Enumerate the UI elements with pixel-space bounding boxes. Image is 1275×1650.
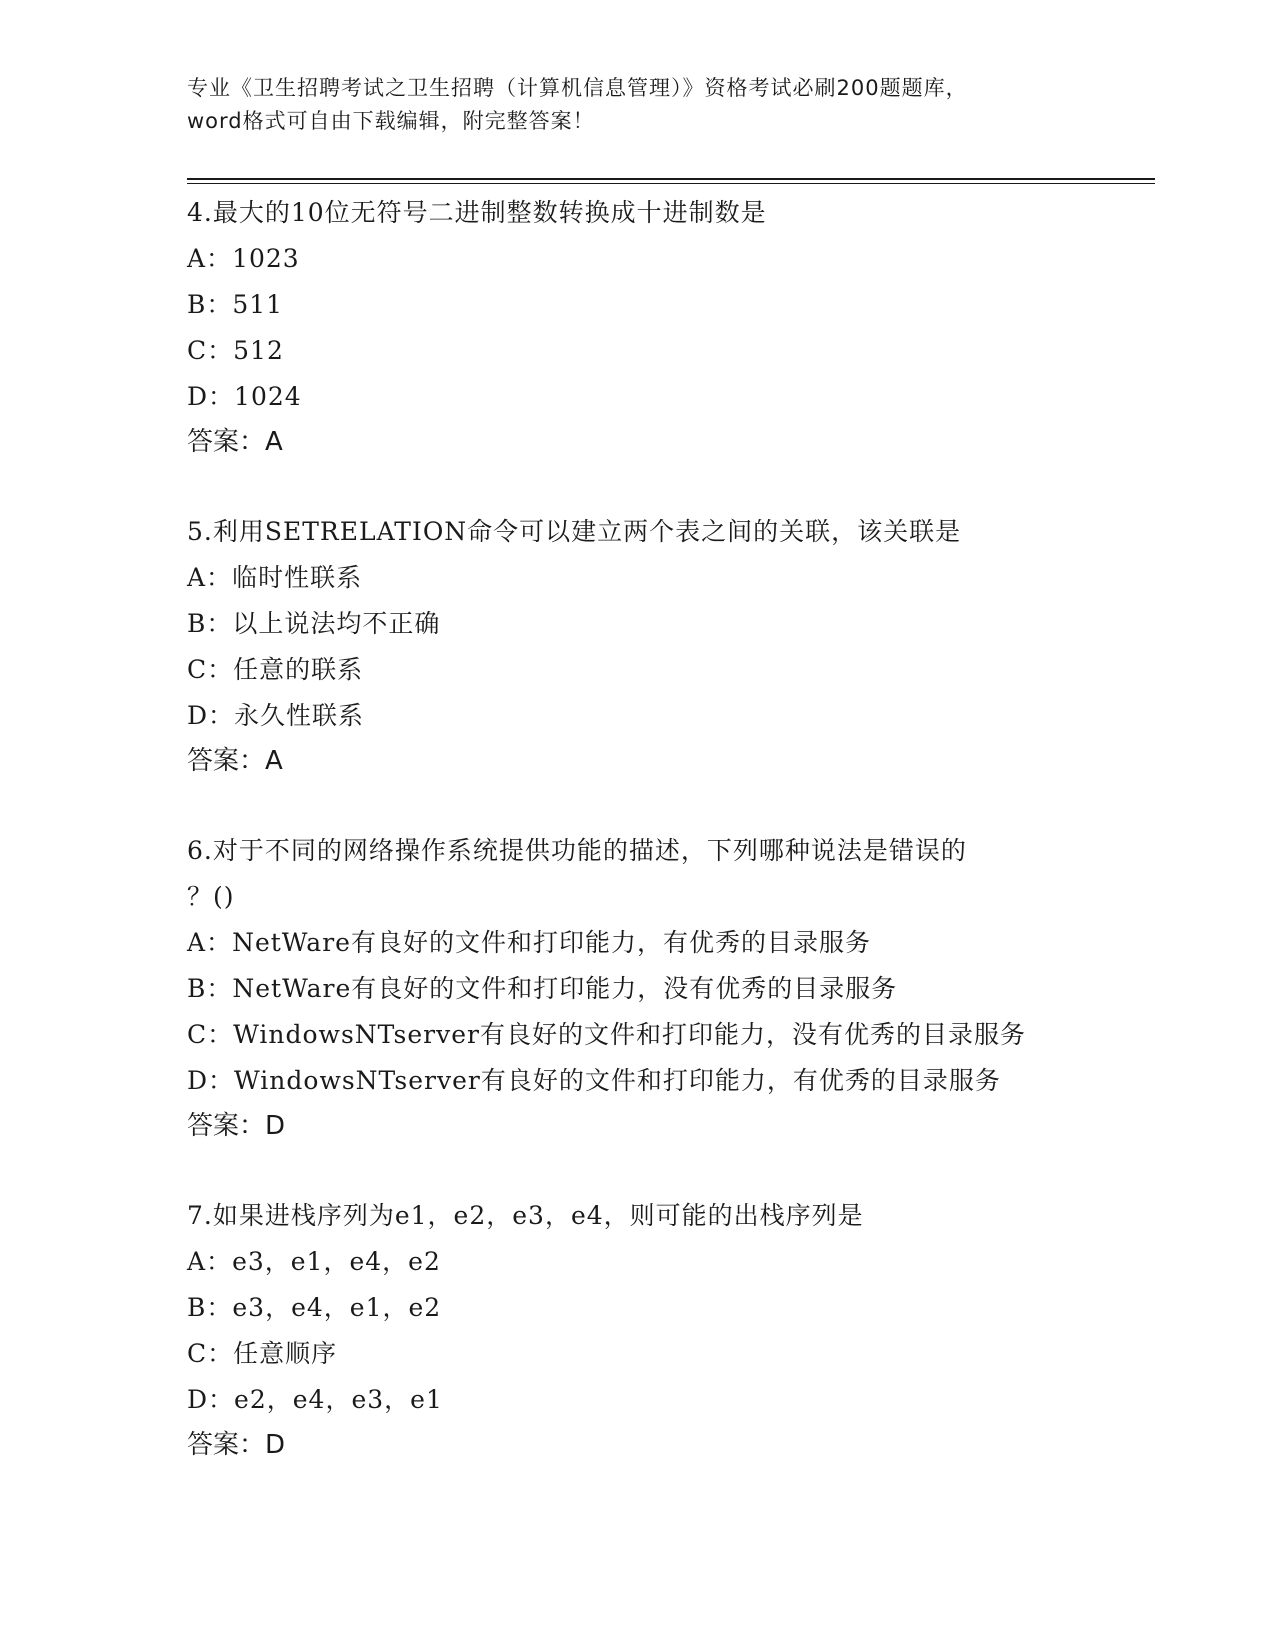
question-item (187, 1193, 1147, 1467)
option-a (187, 236, 1147, 282)
option-text: WindowsNTserver有良好的文件和打印能力，有优秀的目录服务 (234, 1066, 1001, 1095)
option-text: 511 (232, 290, 284, 319)
question-stem: 4.最大的10位无符号二进制整数转换成十进制数是 (187, 198, 767, 227)
option-label: D： (187, 382, 235, 411)
option-label: C： (187, 1339, 234, 1368)
option-label: A： (187, 563, 233, 592)
option-label: A： (187, 1247, 233, 1276)
answer-line (187, 1423, 1147, 1467)
option-c (187, 328, 1147, 374)
header-divider-thin (187, 183, 1155, 184)
option-b (187, 282, 1147, 328)
option-b (187, 601, 1147, 647)
option-a (187, 1239, 1147, 1285)
option-label: A： (187, 928, 233, 957)
answer-value: D (265, 1111, 286, 1141)
option-label: C： (187, 655, 234, 684)
option-label: D： (187, 1385, 235, 1414)
option-c (187, 1012, 1147, 1058)
option-label: C： (187, 336, 234, 365)
question-item (187, 190, 1147, 464)
option-text: 512 (233, 336, 284, 365)
option-text: 以上说法均不正确 (232, 609, 441, 638)
option-text: e3，e4，e1，e2 (232, 1293, 442, 1322)
option-b (187, 966, 1147, 1012)
option-text: 永久性联系 (234, 701, 365, 730)
option-text: WindowsNTserver有良好的文件和打印能力，没有优秀的目录服务 (233, 1020, 1026, 1049)
option-text: 任意的联系 (233, 655, 364, 684)
header-title-line-2: word格式可自由下载编辑，附完整答案！ (187, 109, 595, 133)
question-stem: 6.对于不同的网络操作系统提供功能的描述，下列哪种说法是错误的 (187, 836, 967, 865)
header-divider-thick (187, 178, 1155, 180)
option-d (187, 1377, 1147, 1423)
answer-value: A (265, 746, 283, 776)
answer-line (187, 739, 1147, 783)
option-a (187, 920, 1147, 966)
option-text: NetWare有良好的文件和打印能力，没有优秀的目录服务 (232, 974, 898, 1003)
option-a (187, 555, 1147, 601)
option-d (187, 693, 1147, 739)
question-stem: 7.如果进栈序列为e1，e2，e3，e4，则可能的出栈序列是 (187, 1201, 864, 1230)
answer-line (187, 420, 1147, 464)
option-label: A： (187, 244, 233, 273)
answer-prefix: 答案： (187, 427, 266, 457)
question-list (187, 190, 1147, 1512)
option-label: B： (187, 609, 233, 638)
option-c (187, 1331, 1147, 1377)
option-text: 1024 (234, 382, 302, 411)
header-title-line-1: 专业《卫生招聘考试之卫生招聘（计算机信息管理）》资格考试必刷200题题库， (187, 76, 968, 100)
option-text: 任意顺序 (233, 1339, 338, 1368)
option-text: e2，e4，e3，e1 (234, 1385, 443, 1414)
option-label: C： (187, 1020, 234, 1049)
answer-line (187, 1104, 1147, 1148)
answer-prefix: 答案： (187, 1430, 266, 1460)
answer-prefix: 答案： (187, 1111, 266, 1141)
option-label: B： (187, 974, 233, 1003)
answer-value: A (265, 427, 283, 457)
option-d (187, 1058, 1147, 1104)
answer-prefix: 答案： (187, 746, 266, 776)
option-text: e3，e1，e4，e2 (232, 1247, 441, 1276)
option-text: NetWare有良好的文件和打印能力，有优秀的目录服务 (232, 928, 871, 957)
answer-value: D (265, 1430, 286, 1460)
option-text: 临时性联系 (232, 563, 363, 592)
option-text: 1023 (232, 244, 300, 273)
document-header (187, 72, 1087, 138)
question-item (187, 828, 1147, 1148)
question-item (187, 509, 1147, 783)
option-label: B： (187, 1293, 233, 1322)
option-c (187, 647, 1147, 693)
option-label: D： (187, 701, 235, 730)
option-b (187, 1285, 1147, 1331)
question-stem: 5.利用SETRELATION命令可以建立两个表之间的关联，该关联是 (187, 517, 962, 546)
question-stem-continuation: ？() (187, 882, 235, 911)
option-label: B： (187, 290, 233, 319)
option-d (187, 374, 1147, 420)
option-label: D： (187, 1066, 235, 1095)
